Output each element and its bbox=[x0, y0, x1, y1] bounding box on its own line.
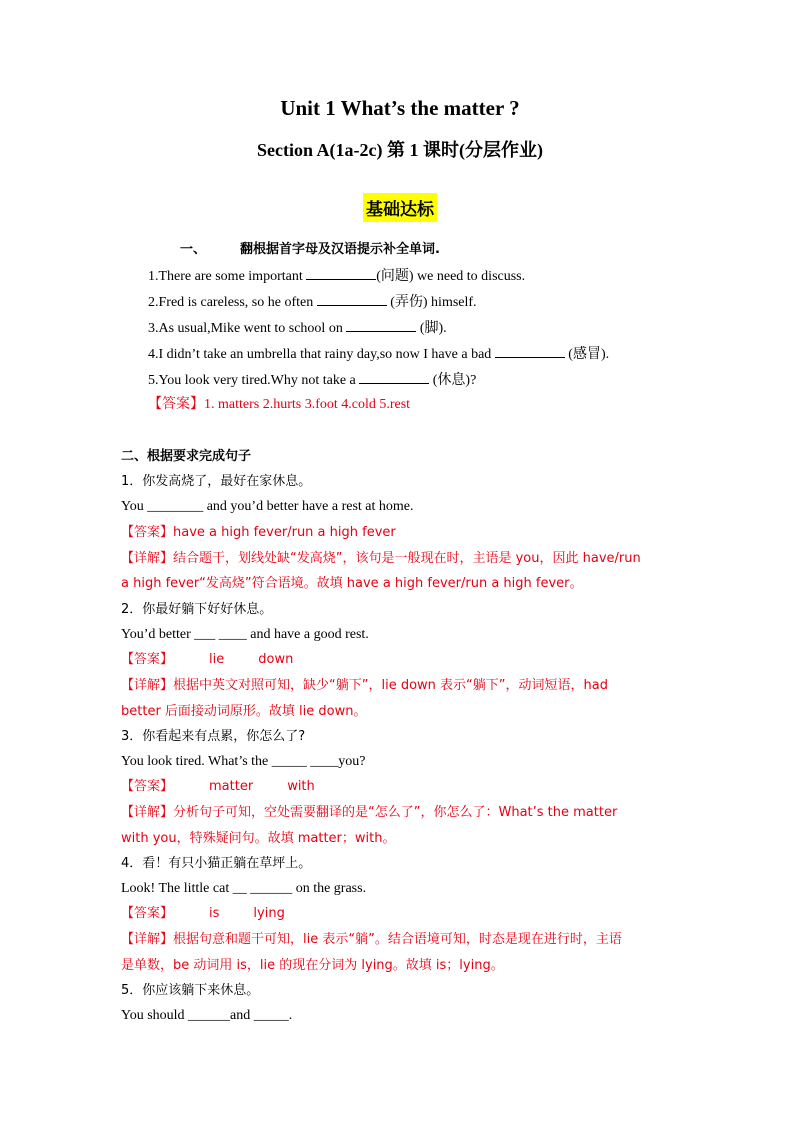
q5-english: You should ______and _____. bbox=[121, 1008, 293, 1023]
q2-detail-line2: better 后面接动词原形。故填 lie down。 bbox=[121, 704, 367, 719]
part1-heading-num: 一、 bbox=[180, 242, 207, 257]
part1-answer: 【答案】1. matters 2.hurts 3.foot 4.cold 5.rest bbox=[148, 397, 411, 412]
q5-chinese: 5．你应该躺下来休息。 bbox=[121, 983, 260, 998]
q3-detail-line2: with you，特殊疑问句。故填 matter；with。 bbox=[121, 831, 396, 846]
q4-chinese: 4．看！有只小猫正躺在草坪上。 bbox=[121, 856, 312, 871]
answer-blank[interactable] bbox=[306, 265, 376, 280]
q4-detail-line1: 【详解】根据句意和题干可知，lie 表示“躺”。结合语境可知，时态是现在进行时，主语 bbox=[121, 932, 622, 947]
q4-answer: 【答案】 is lying bbox=[121, 906, 285, 921]
answer-blank[interactable] bbox=[317, 291, 387, 306]
part1-item-2: 2.Fred is careless, so he often (弄伤) himself. bbox=[148, 291, 477, 313]
level-badge: 基础达标 bbox=[363, 193, 437, 222]
q1-chinese: 1．你发高烧了，最好在家休息。 bbox=[121, 474, 312, 489]
part1-item-5: 5.You look very tired.Why not take a (休息)? bbox=[148, 369, 476, 391]
q2-english: You’d better ___ ____ and have a good rest. bbox=[121, 627, 369, 642]
q2-chinese: 2．你最好躺下好好休息。 bbox=[121, 602, 273, 617]
part1-item-4: 4.I didn’t take an umbrella that rainy day,so now I have a bad (感冒). bbox=[148, 343, 609, 365]
part2-heading: 二、根据要求完成句子 bbox=[121, 449, 252, 464]
q3-detail-line1: 【详解】分析句子可知，空处需要翻译的是“怎么了”，你怎么了：What’s the matter bbox=[121, 805, 618, 820]
q4-detail-line2: 是单数，be 动词用 is，lie 的现在分词为 lying。故填 is；lying。 bbox=[121, 958, 504, 973]
q2-answer: 【答案】 lie down bbox=[121, 652, 294, 667]
q3-chinese: 3．你看起来有点累，你怎么了? bbox=[121, 729, 306, 744]
part1-item-3: 3.As usual,Mike went to school on (脚). bbox=[148, 317, 447, 339]
part1-heading bbox=[180, 240, 440, 260]
q3-answer: 【答案】 matter with bbox=[121, 779, 315, 794]
page-title: Unit 1 What’s the matter ? bbox=[280, 96, 520, 120]
q3-english: You look tired. What’s the _____ ____you? bbox=[121, 754, 366, 769]
page-subtitle: Section A(1a-2c) 第 1 课时(分层作业) bbox=[257, 140, 543, 160]
q2-detail-line1: 【详解】根据中英文对照可知，缺少“躺下”，lie down 表示“躺下”，动词短语，had bbox=[121, 678, 608, 693]
q4-english: Look! The little cat __ ______ on the grass. bbox=[121, 881, 367, 896]
part1-heading-text: 翻根据首字母及汉语提示补全单词. bbox=[240, 242, 440, 257]
q1-detail-line1: 【详解】结合题干，划线处缺“发高烧”，该句是一般现在时，主语是 you，因此 have/run bbox=[121, 551, 641, 566]
q1-answer: 【答案】have a high fever/run a high fever bbox=[121, 525, 396, 540]
q1-detail-line2: a high fever“发高烧”符合语境。故填 have a high fever/run a high fever。 bbox=[121, 576, 583, 591]
answer-blank[interactable] bbox=[346, 317, 416, 332]
q1-english: You ________ and you’d better have a rest at home. bbox=[121, 499, 414, 514]
part1-item-1: 1.There are some important (问题) we need to discuss. bbox=[148, 265, 525, 287]
answer-blank[interactable] bbox=[359, 369, 429, 384]
answer-blank[interactable] bbox=[495, 343, 565, 358]
